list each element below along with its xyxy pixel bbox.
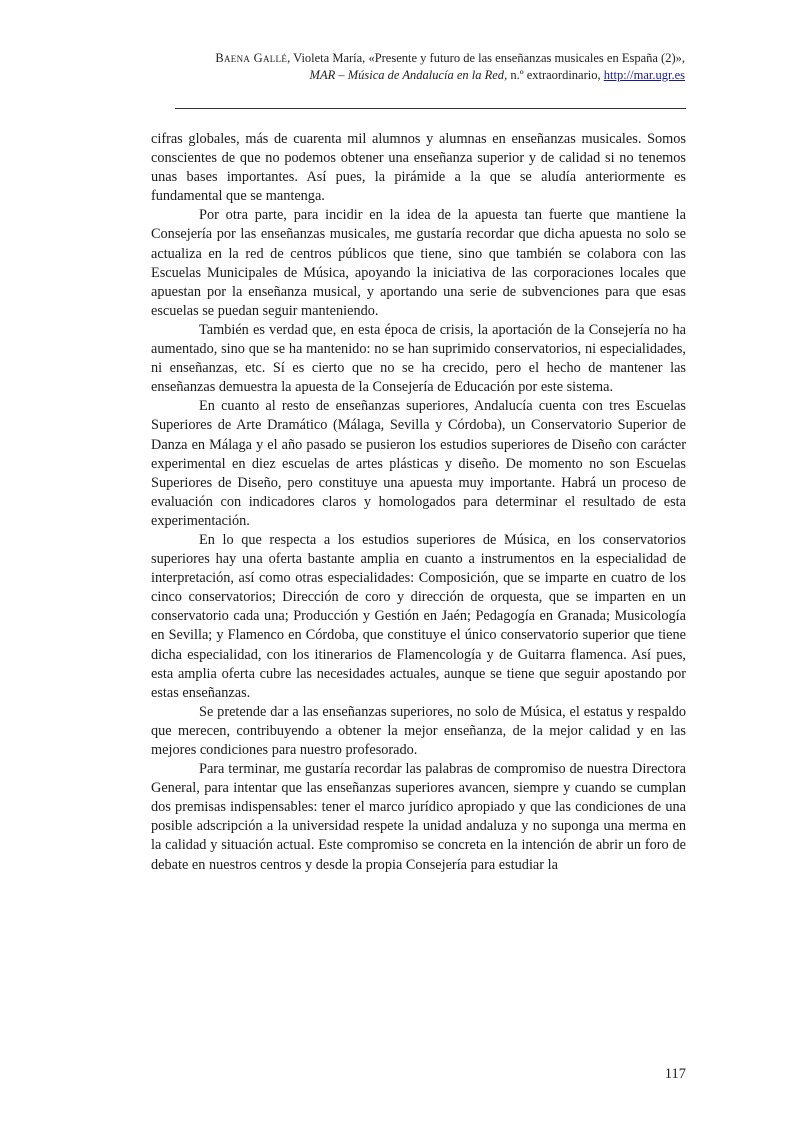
journal-url-link[interactable]: http://mar.ugr.es <box>603 68 685 82</box>
running-header <box>125 50 685 84</box>
header-author-surname: Baena Gallé <box>215 51 288 65</box>
paragraph: Se pretende dar a las enseñanzas superiores, no solo de Música, el estatus y respaldo que merecen, contribuyendo a obtener la mejor enseñanza, de la mejor calidad y en las mejores condiciones para nuestro profesorado. <box>151 703 686 758</box>
header-issue: , n.º extraordinario, <box>504 68 604 82</box>
page-number: 117 <box>664 1066 686 1082</box>
header-line-2 <box>125 67 685 84</box>
paragraph: En cuanto al resto de enseñanzas superiores, Andalucía cuenta con tres Escuelas Superiores de Arte Dramático (Málaga, Sevilla y Córdoba), un Conservatorio Superior de Danza en Málaga y el año pasado se pusieron los estudios superiores de Diseño con carácter experimental en diez escuelas de artes plásticas y diseño. De momento no son Escuelas Superiores de Diseño, pero constituye una apuesta muy importante. Habrá un proceso de evaluación con indicadores claros y homologados para determinar el resultado de esta experimentación. <box>151 398 686 529</box>
header-author-name: , Violeta María, <box>287 51 369 65</box>
paragraph: cifras globales, más de cuarenta mil alumnos y alumnas en enseñanzas musicales. Somos conscientes de que no podemos obtener una enseñanza superior y de calidad si no tenemos unas bases importantes. Así pues, la pirámide a la que se aludía anteriormente es fundamental que se mantenga. <box>151 131 686 205</box>
paragraph: En lo que respecta a los estudios superiores de Música, en los conservatorios superiores hay una oferta bastante amplia en cuanto a instrumentos en la especialidad de interpretación, así como otras especialidades: Composición, que se imparte en cuatro de los cinco conservatorios; Dirección de coro y dirección de orquesta, que se imparten en un conservatorio cada una; Producción y Gestión en Jaén; Pedagogía en Granada; Musicología en Sevilla; y Flamenco en Córdoba, que constituye el único conservatorio superior que tiene dicha especialidad, con los itinerarios de Flamencología y de Guitarra flamenca. Así pues, esta amplia oferta cubre las necesidades actuales, aunque se tiene que seguir apostando por estas enseñanzas. <box>151 531 686 701</box>
paragraph: Por otra parte, para incidir en la idea de la apuesta tan fuerte que mantiene la Consejería por las enseñanzas musicales, me gustaría recordar que dicha apuesta no solo se actualiza en la red de centros públicos que tiene, sino que también se colabora con las Escuelas Municipales de Música, apoyando la iniciativa de las corporaciones locales que apuestan por la enseñanza musical, y aportando una serie de subvenciones para que esas escuelas se puedan seguir manteniendo. <box>151 207 686 319</box>
header-journal: MAR – Música de Andalucía en la Red <box>309 68 505 82</box>
paragraph: También es verdad que, en esta época de crisis, la aportación de la Consejería no ha aumentado, sino que se ha mantenido: no se han suprimido conservatorios, ni especialidades, ni enseñanzas, etc. Sí es cierto que no se ha crecido, pero el hecho de mantener las enseñanzas demuestra la apuesta de la Consejería de Educación por este sistema. <box>151 321 686 396</box>
header-divider <box>175 108 686 109</box>
article-body <box>151 130 686 875</box>
paragraph: Para terminar, me gustaría recordar las palabras de compromiso de nuestra Directora General, para intentar que las enseñanzas superiores avancen, siempre y cuando se cumplan dos premisas indispensables: tener el marco jurídico apropiado y que las condiciones de una posible adscripción a la universidad respete la unidad andaluza y no suponga una merma en la calidad y situación actual. Este compromiso se concreta en la intención de abrir un foro de debate en nuestros centros y desde la propia Consejería para estudiar la <box>151 761 686 873</box>
header-article-title: «Presente y futuro de las enseñanzas musicales en España (2)», <box>368 51 685 65</box>
header-line-1 <box>125 50 685 67</box>
